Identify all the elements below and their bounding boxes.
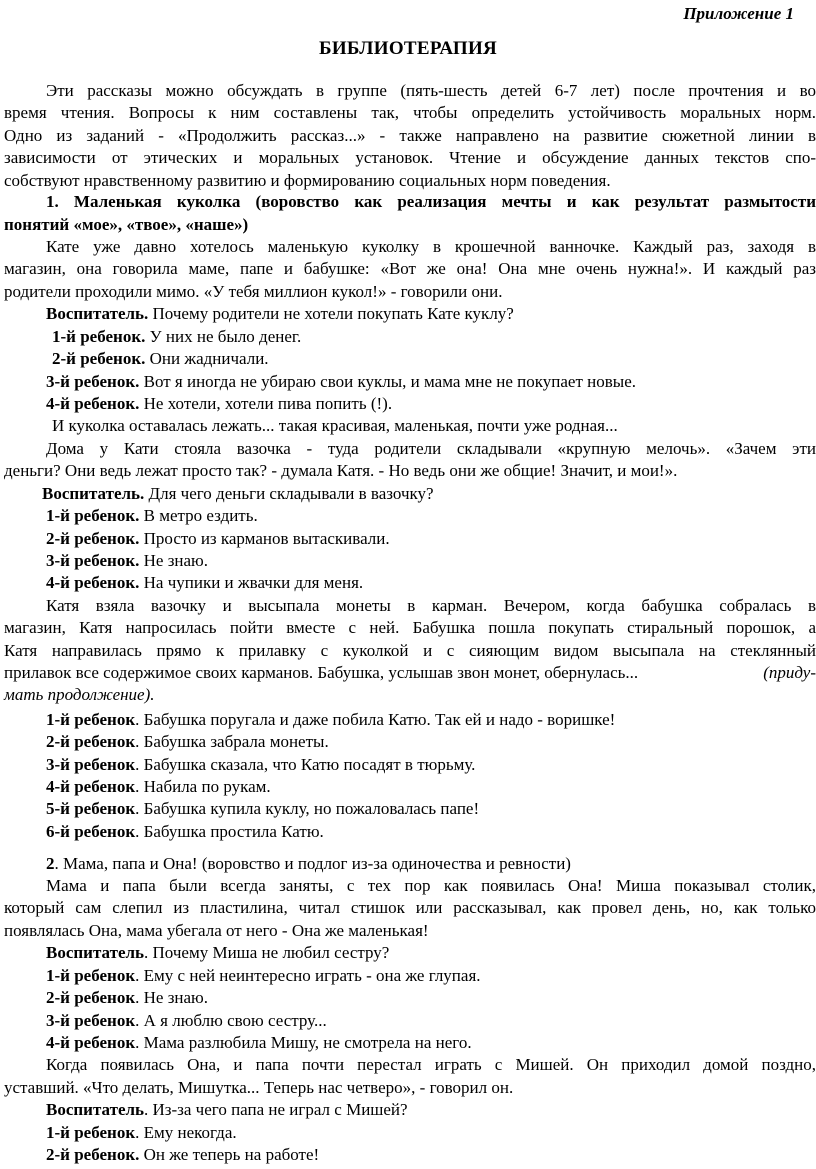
speaker: 1-й ребенок: [46, 709, 136, 729]
speaker: 4-й ребенок: [46, 776, 136, 796]
page-title: БИБЛИОТЕРАПИЯ: [318, 38, 498, 59]
answer-text: . Набила по рукам.: [135, 776, 271, 796]
child-answer: [46, 549, 208, 573]
answer-text: Он же теперь на работе!: [139, 1145, 320, 1164]
appendix-label: Приложение 1: [683, 4, 794, 23]
answer-text: На чупики и жвачки для меня.: [139, 573, 364, 593]
speaker: 3-й ребенок: [46, 1010, 136, 1030]
child-answer: [46, 775, 271, 799]
story-line: Катя взяла вазочку и высыпала монеты в карман. Вечером, когда бабушка собралась в: [46, 595, 816, 615]
answer-text: . Бабушка забрала монеты.: [135, 732, 329, 752]
speaker: 4-й ребенок.: [46, 393, 140, 413]
answer-text: . Мама разлюбила Мишу, не смотрела на него.: [135, 1032, 472, 1052]
child-answer: [46, 986, 208, 1010]
speaker: 2-й ребенок.: [52, 349, 146, 369]
story-line: И куколка оставалась лежать... такая красивая, маленькая, почти уже родная...: [52, 416, 618, 436]
intro-line: время чтения. Вопросы к ним составлены так, чтобы определить устойчивость моральных норм.: [4, 103, 816, 123]
child-answer: [52, 347, 269, 371]
story-text: прилавок все содержимое своих карманов. Бабушка, услышав звон монет, обернулась...: [4, 663, 639, 682]
task-note: (приду-: [763, 663, 816, 682]
child-answer: [46, 753, 475, 777]
speaker: Воспитатель: [46, 1100, 145, 1120]
child-answer: [46, 1009, 327, 1033]
answer-text: . Бабушка поругала и даже побила Катю. Так ей и надо - воришке!: [135, 709, 616, 729]
question-text: Почему родители не хотели покупать Кате куклу?: [148, 304, 514, 324]
answer-text: В метро ездить.: [139, 506, 258, 525]
teacher-question: [42, 482, 434, 506]
story-line: родители проходили мимо. «У тебя миллион кукол!» - говорили они.: [4, 281, 503, 301]
story-line: Катя направилась прямо к прилавку с куколкой и с сияющим видом высыпала на стеклянный: [4, 640, 816, 660]
answer-text: . Ему с ней неинтересно играть - она же глупая.: [135, 965, 481, 985]
answer-text: Просто из карманов вытаскивали.: [139, 528, 390, 548]
question-text: . Почему Миша не любил сестру?: [144, 943, 390, 963]
answer-text: Не знаю.: [139, 550, 209, 570]
story-line: деньги? Они ведь лежат просто так? - думала Катя. - Но ведь они же общие! Значит, и мои!».: [4, 461, 678, 481]
child-answer: [52, 325, 301, 349]
story-line: магазин, Катя напросилась пойти вместе с ней. Бабушка пошла покупать стиральный порошок, а: [4, 618, 816, 638]
answer-text: . Бабушка сказала, что Катю посадят в тюрьму.: [135, 754, 476, 774]
intro-line: зависимости от этических и моральных установок. Чтение и обсуждение данных текстов спо-: [4, 148, 816, 168]
speaker: 2-й ребенок.: [46, 528, 140, 548]
teacher-question: [46, 302, 514, 326]
child-answer: [46, 571, 363, 595]
speaker: 3-й ребенок.: [46, 550, 140, 570]
answer-text: . Не знаю.: [135, 988, 209, 1008]
answer-text: Вот я иногда не убираю свои куклы, и мама мне не покупает новые.: [139, 371, 636, 391]
story-line: Мама и папа были всегда заняты, с тех пор как появилась Она! Миша показывал столик,: [46, 876, 816, 895]
story-line: Когда появилась Она, и папа почти перестал играть с Мишей. Он приходил домой поздно,: [46, 1055, 816, 1075]
story-line: который сам слепил из пластилина, читал стишок или рассказывал, как провел день, но, как только: [4, 898, 816, 918]
child-answer: [46, 392, 392, 416]
speaker: Воспитатель.: [46, 304, 149, 324]
teacher-question: [46, 1098, 408, 1122]
speaker: Воспитатель: [46, 943, 145, 963]
question-text: Для чего деньги складывали в вазочку?: [144, 483, 434, 503]
answer-text: Не хотели, хотели пива попить (!).: [139, 393, 393, 413]
teacher-question: [46, 941, 389, 965]
question-text: . Из-за чего папа не играл с Мишей?: [144, 1100, 408, 1120]
child-answer: [46, 820, 324, 844]
speaker: 1-й ребенок: [46, 1122, 136, 1142]
speaker: 2-й ребенок: [46, 732, 136, 752]
story-line: Дома у Кати стояла вазочка - туда родители складывали «крупную мелочь». «Зачем эти: [46, 438, 816, 458]
story-number: 2: [46, 853, 55, 873]
child-answer: [46, 1143, 319, 1167]
story-line: уставший. «Что делать, Мишутка... Теперь нас четверо», - говорил он.: [4, 1077, 514, 1097]
child-answer: [46, 797, 479, 821]
child-answer: [46, 730, 329, 754]
speaker: 2-й ребенок: [46, 988, 136, 1008]
speaker: 4-й ребенок.: [46, 573, 140, 593]
speaker: 3-й ребенок: [46, 754, 136, 774]
story-line: [4, 661, 816, 685]
child-answer: [46, 1121, 237, 1145]
speaker: 2-й ребенок.: [46, 1145, 140, 1164]
speaker: 6-й ребенок: [46, 821, 136, 841]
child-answer: [46, 964, 481, 988]
child-answer: [46, 527, 390, 551]
answer-text: . А я люблю свою сестру...: [135, 1010, 327, 1030]
child-answer: [46, 708, 615, 732]
child-answer: [46, 1031, 472, 1055]
answer-text: . Бабушка простила Катю.: [135, 821, 324, 841]
speaker: 1-й ребенок: [46, 965, 136, 985]
speaker: 1-й ребенок.: [52, 326, 146, 346]
intro-line: Эти рассказы можно обсуждать в группе (пять-шесть детей 6-7 лет) после прочтения и во: [46, 81, 816, 100]
intro-line: Одно из заданий - «Продолжить рассказ...» - также направлено на развитие сюжетной линии в: [4, 125, 816, 145]
child-answer: [46, 370, 636, 394]
story1-heading: 1. Маленькая куколка (воровство как реализация мечты и как результат размытости: [46, 192, 816, 212]
story1-heading-cont: понятий «мое», «твое», «наше»): [4, 214, 249, 234]
task-note: мать продолжение).: [4, 685, 155, 705]
speaker: 1-й ребенок.: [46, 506, 140, 525]
story2-title: . Мама, папа и Она! (воровство и подлог из-за одиночества и ревности): [54, 853, 571, 873]
story-line: Кате уже давно хотелось маленькую куколку в крошечной ванночке. Каждый раз, заходя в: [46, 237, 816, 256]
answer-text: . Ему некогда.: [135, 1122, 237, 1142]
story-line: появлялась Она, мама убегала от него - Она же маленькая!: [4, 920, 429, 940]
story-line: магазин, она говорила маме, папе и бабушке: «Вот же она! Она мне очень нужна!». И каждый раз: [4, 259, 816, 279]
child-answer: [46, 504, 258, 528]
speaker: Воспитатель.: [42, 483, 145, 503]
answer-text: . Бабушка купила куклу, но пожаловалась папе!: [135, 799, 480, 819]
speaker: 4-й ребенок: [46, 1032, 136, 1052]
speaker: 5-й ребенок: [46, 799, 136, 819]
speaker: 3-й ребенок.: [46, 371, 140, 391]
answer-text: У них не было денег.: [145, 326, 302, 346]
answer-text: Они жадничали.: [145, 349, 269, 369]
intro-line: собствуют нравственному развитию и формированию социальных норм поведения.: [4, 170, 611, 190]
story2-heading: [46, 852, 571, 876]
